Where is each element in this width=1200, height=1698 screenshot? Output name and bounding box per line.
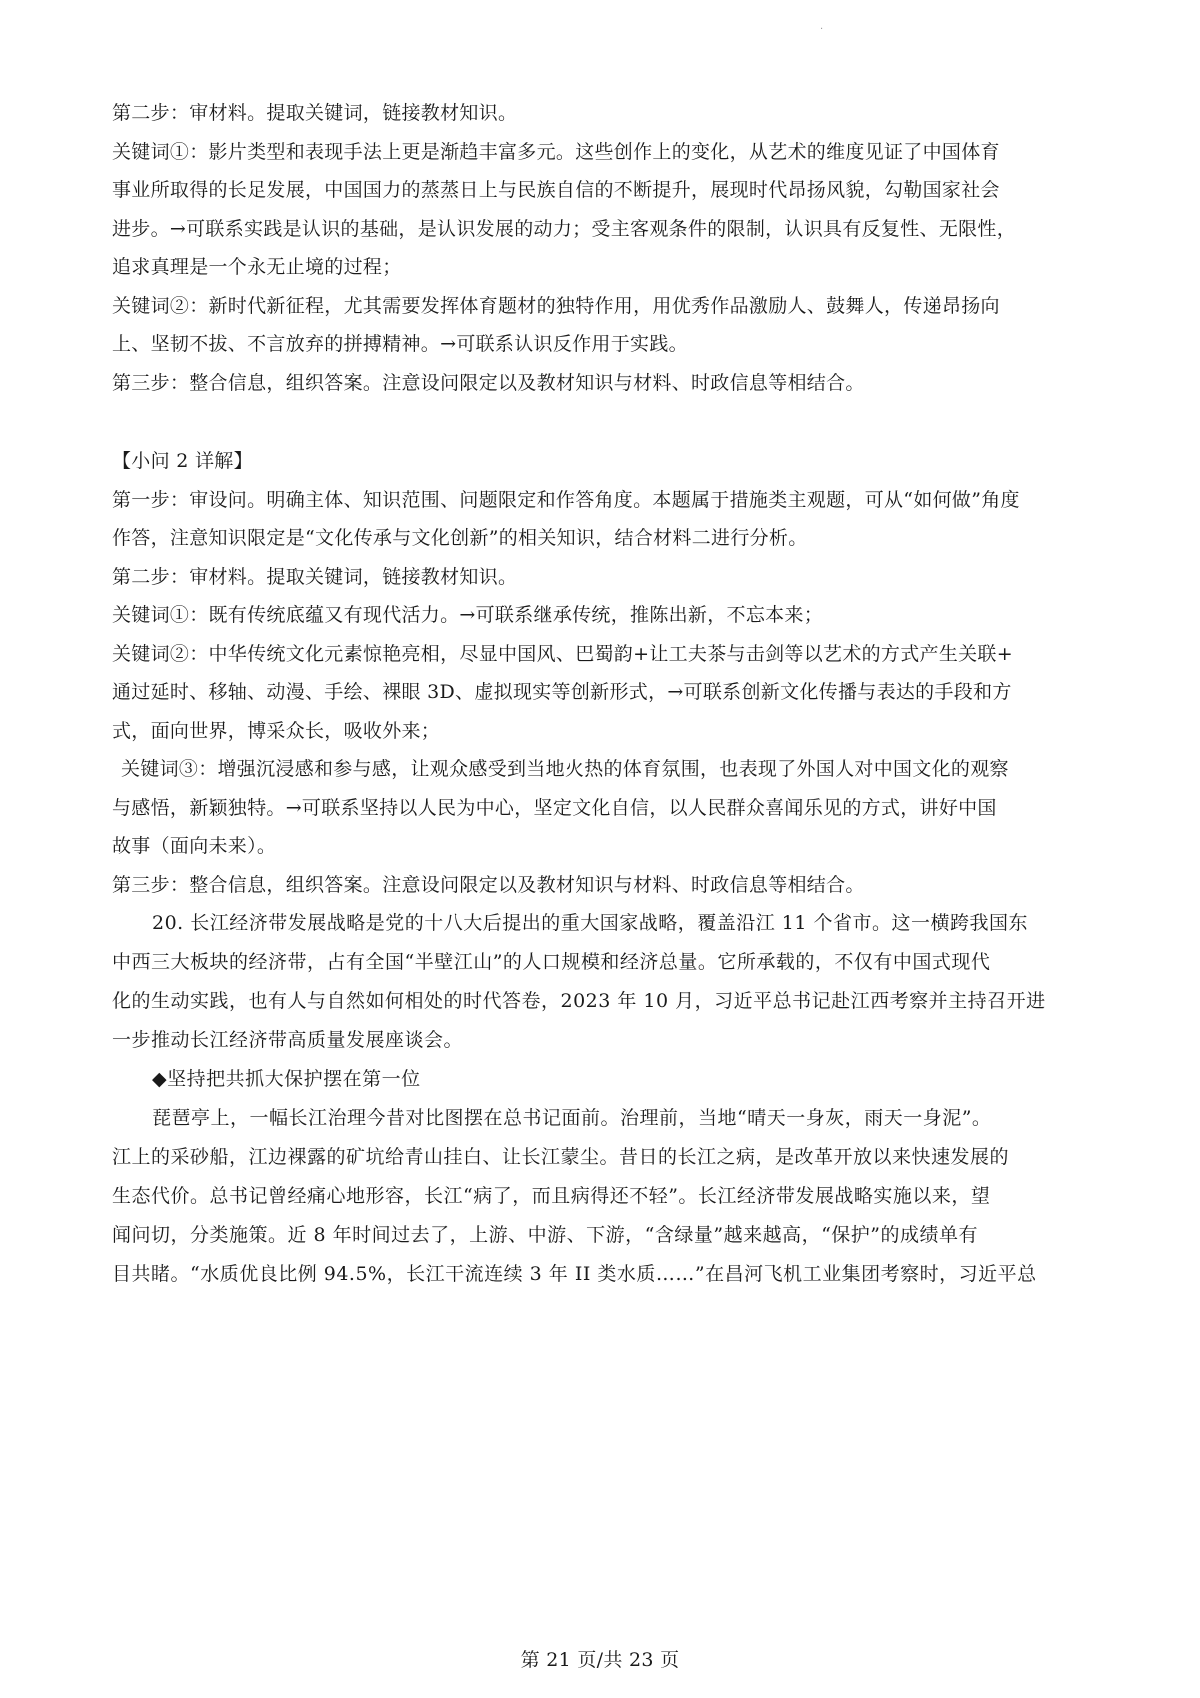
text-line: 与感悟，新颖独特。→可联系坚持以人民为中心，坚定文化自信，以人民群众喜闻乐见的方式，讲好中国	[112, 796, 997, 819]
question-20	[112, 904, 1102, 1294]
text-line: 第三步：整合信息，组织答案。注意设问限定以及教材知识与材料、时政信息等相结合。	[112, 371, 865, 394]
text-line: 关键词①：既有传统底蕴又有现代活力。→可联系继承传统，推陈出新，不忘本来；	[112, 604, 824, 626]
body-line: 目共睹。“水质优良比例 94.5%，长江干流连续 3 年 II 类水质……”在昌河飞机工业集团考察时，习近平总	[112, 1263, 1037, 1285]
text-line: 进步。→可联系实践是认识的基础，是认识发展的动力；受主客观条件的限制，认识具有反复性、无限性，	[112, 217, 1017, 240]
text-line: 事业所取得的长足发展，中国国力的蒸蒸日上与民族自信的不断提升，展现时代昂扬风貌，勾勒国家社会	[112, 179, 1000, 201]
text-line: 关键词②：新时代新征程，尤其需要发挥体育题材的独特作用，用优秀作品激励人、鼓舞人，传递昂扬向	[112, 294, 1000, 317]
text-line: 追求真理是一个永无止境的过程；	[112, 256, 402, 278]
page-footer: 第 21 页/共 23 页	[520, 1649, 680, 1671]
text-line: 故事（面向未来）。	[112, 835, 277, 857]
text-line: 关键词①：影片类型和表现手法上更是渐趋丰富多元。这些创作上的变化，从艺术的维度见证了中国体育	[112, 140, 1000, 163]
section-1	[112, 94, 1102, 402]
section-2	[112, 442, 1102, 904]
body-line: 闻问切，分类施策。近 8 年时间过去了，上游、中游、下游，“含绿量”越来越高，“保护”的成绩单有	[112, 1224, 979, 1246]
text-line: 第二步：审材料。提取关键词，链接教材知识。	[112, 102, 518, 124]
text-line: 第一步：审设问。明确主体、知识范围、问题限定和作答角度。本题属于措施类主观题，可从“如何做”角度	[112, 488, 1020, 511]
body-line: 琵琶亭上，一幅长江治理今昔对比图摆在总书记面前。治理前，当地“晴天一身灰，雨天一身泥”。	[152, 1107, 992, 1129]
text-line: 上、坚韧不拔、不言放弃的拼搏精神。→可联系认识反作用于实践。	[112, 333, 688, 355]
bullet-heading: ◆坚持把共抓大保护摆在第一位	[152, 1068, 421, 1090]
top-mark: ·	[820, 24, 824, 35]
text-line: 作答，注意知识限定是“文化传承与文化创新”的相关知识，结合材料二进行分析。	[112, 527, 808, 549]
text-line: 通过延时、移轴、动漫、手绘、裸眼 3D、虚拟现实等创新形式，→可联系创新文化传播与表达的手段和方	[112, 681, 1012, 703]
question-intro-line: 20. 长江经济带发展战略是党的十八大后提出的重大国家战略，覆盖沿江 11 个省市。这一横跨我国东	[152, 912, 1029, 934]
text-line: 第二步：审材料。提取关键词，链接教材知识。	[112, 565, 518, 588]
body-line: 江上的采砂船，江边裸露的矿坑给青山挂白、让长江蒙尘。昔日的长江之病，是改革开放以来快速发展的	[112, 1146, 1010, 1168]
question-intro-line: 一步推动长江经济带高质量发展座谈会。	[112, 1029, 464, 1051]
page-content	[112, 94, 1102, 1294]
body-line: 生态代价。总书记曾经痛心地形容，长江“病了，而且病得还不轻”。长江经济带发展战略实施以来，望	[112, 1185, 991, 1207]
text-line: 第三步：整合信息，组织答案。注意设问限定以及教材知识与材料、时政信息等相结合。	[112, 873, 865, 896]
text-line: 式，面向世界，博采众长，吸收外来；	[112, 719, 441, 742]
question-intro-line: 中西三大板块的经济带，占有全国“半壁江山”的人口规模和经济总量。它所承载的，不仅有中国式现代	[112, 951, 991, 973]
question-intro-line: 化的生动实践，也有人与自然如何相处的时代答卷，2023 年 10 月，习近平总书记赴江西考察并主持召开进	[112, 990, 1046, 1012]
text-line: 关键词③：增强沉浸感和参与感，让观众感受到当地火热的体育氛围，也表现了外国人对中国文化的观察	[121, 758, 1009, 780]
section-heading: 【小问 2 详解】	[112, 450, 253, 472]
text-line: 关键词②：中华传统文化元素惊艳亮相，尽显中国风、巴蜀韵+让工夫茶与击剑等以艺术的方式产生关联+	[112, 642, 1013, 665]
